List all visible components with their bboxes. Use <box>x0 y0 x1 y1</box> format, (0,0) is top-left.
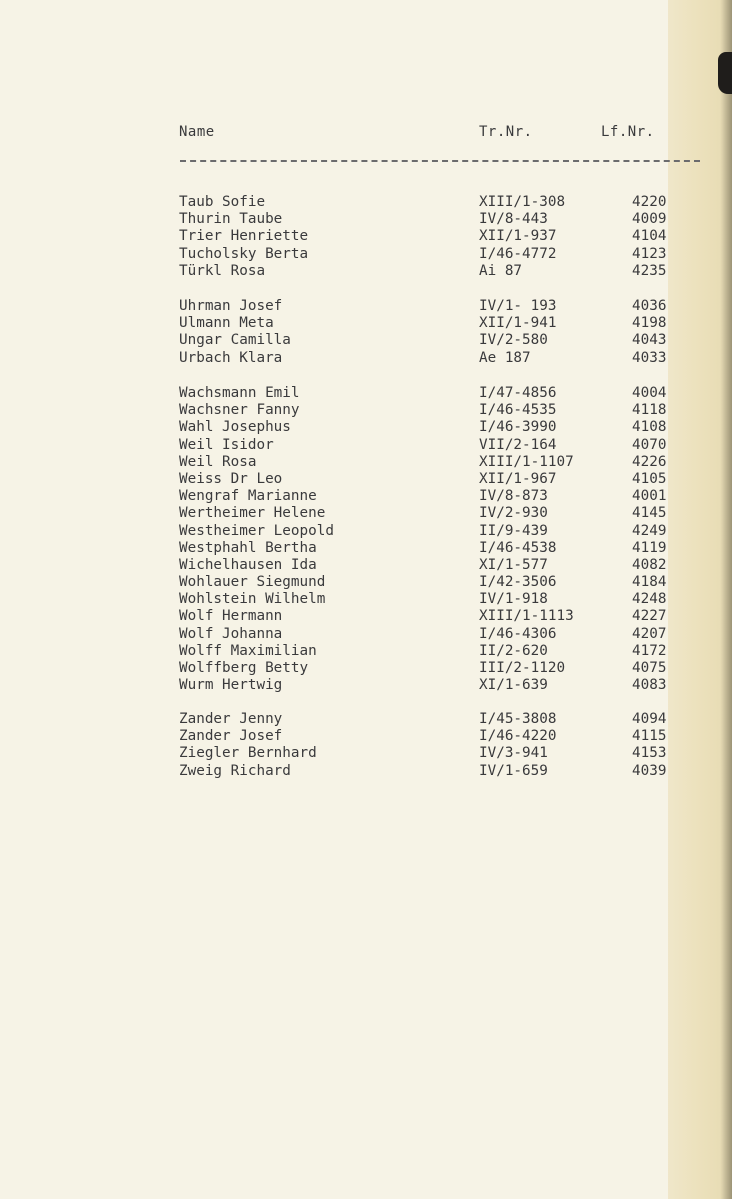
transport-number: I/46-3990 <box>479 419 557 436</box>
serial-number: 4123 <box>632 245 667 262</box>
person-name: Westheimer Leopold <box>179 522 334 539</box>
transport-number: I/46-4220 <box>479 728 557 745</box>
list-item <box>0 263 732 280</box>
list-item <box>0 574 732 591</box>
column-header-row <box>0 124 732 144</box>
serial-number: 4118 <box>632 402 667 419</box>
transport-number: XI/1-577 <box>479 556 548 573</box>
list-item <box>0 228 732 245</box>
person-name: Wohlstein Wilhelm <box>179 591 326 608</box>
person-name: Trier Henriette <box>179 228 309 245</box>
person-name: Wichelhausen Ida <box>179 556 317 573</box>
serial-number: 4082 <box>632 556 667 573</box>
serial-number: 4033 <box>632 349 667 366</box>
person-name: Ulmann Meta <box>179 315 274 332</box>
torn-edge-nick <box>718 52 732 94</box>
list-item <box>0 626 732 643</box>
transport-number: I/46-4535 <box>479 402 557 419</box>
serial-number: 4153 <box>632 745 667 762</box>
serial-number: 4094 <box>632 711 667 727</box>
transport-number: XIII/1-1113 <box>479 608 574 625</box>
person-name: Westphahl Bertha <box>179 539 317 556</box>
transport-number: IV/3-941 <box>479 745 548 762</box>
transport-number: XII/1-941 <box>479 315 557 332</box>
serial-number: 4227 <box>632 608 667 625</box>
group-z <box>0 711 732 780</box>
person-name: Wachsner Fanny <box>179 402 300 419</box>
list-item <box>0 711 732 728</box>
serial-number: 4009 <box>632 211 667 228</box>
person-name: Zander Josef <box>179 728 283 745</box>
transport-number: IV/8-873 <box>479 488 548 505</box>
transport-number: I/46-4538 <box>479 539 557 556</box>
list-item <box>0 745 732 762</box>
transport-number: Ae 187 <box>479 349 531 366</box>
person-name: Wolf Johanna <box>179 625 283 642</box>
transport-number: XIII/1-308 <box>479 194 566 210</box>
list-item <box>0 350 732 367</box>
list-item <box>0 591 732 608</box>
serial-number: 4043 <box>632 332 667 349</box>
transport-number: I/47-4856 <box>479 385 557 401</box>
transport-number: XIII/1-1107 <box>479 453 574 470</box>
list-item <box>0 315 732 332</box>
person-name: Urbach Klara <box>179 349 283 366</box>
list-item <box>0 488 732 505</box>
transport-number: XII/1-967 <box>479 470 557 487</box>
transport-number: IV/2-580 <box>479 332 548 349</box>
serial-number: 4249 <box>632 522 667 539</box>
transport-number: IV/2-930 <box>479 505 548 522</box>
person-name: Tucholsky Berta <box>179 245 309 262</box>
transport-number: I/46-4772 <box>479 245 557 262</box>
transport-number: I/45-3808 <box>479 711 557 727</box>
transport-number: Ai 87 <box>479 262 523 279</box>
list-item <box>0 643 732 660</box>
transport-number: XI/1-639 <box>479 677 548 694</box>
person-name: Türkl Rosa <box>179 262 266 279</box>
person-name: Wengraf Marianne <box>179 488 317 505</box>
list-item <box>0 454 732 471</box>
person-name: Taub Sofie <box>179 194 266 210</box>
list-item <box>0 471 732 488</box>
transport-number: IV/8-443 <box>479 211 548 228</box>
dashed-separator <box>180 160 700 162</box>
header-lf-nr: Lf.Nr. <box>601 124 655 140</box>
serial-number: 4115 <box>632 728 667 745</box>
list-item <box>0 728 732 745</box>
transport-number: II/9-439 <box>479 522 548 539</box>
person-name: Wurm Hertwig <box>179 677 283 694</box>
person-name: Ziegler Bernhard <box>179 745 317 762</box>
transport-number: IV/1- 193 <box>479 298 557 314</box>
list-item <box>0 194 732 211</box>
serial-number: 4108 <box>632 419 667 436</box>
transport-number: IV/1-918 <box>479 591 548 608</box>
group-u <box>0 298 732 367</box>
list-item <box>0 246 732 263</box>
list-item <box>0 332 732 349</box>
person-name: Zweig Richard <box>179 762 291 779</box>
serial-number: 4036 <box>632 298 667 314</box>
person-name: Ungar Camilla <box>179 332 291 349</box>
list-item <box>0 385 732 402</box>
serial-number: 4104 <box>632 228 667 245</box>
list-item <box>0 419 732 436</box>
person-name: Wachsmann Emil <box>179 385 300 401</box>
list-item <box>0 211 732 228</box>
transport-number: XII/1-937 <box>479 228 557 245</box>
transport-number: I/46-4306 <box>479 625 557 642</box>
list-item <box>0 557 732 574</box>
serial-number: 4070 <box>632 436 667 453</box>
serial-number: 4105 <box>632 470 667 487</box>
list-item <box>0 437 732 454</box>
serial-number: 4226 <box>632 453 667 470</box>
group-w <box>0 385 732 694</box>
person-name: Wohlauer Siegmund <box>179 574 326 591</box>
person-name: Thurin Taube <box>179 211 283 228</box>
serial-number: 4039 <box>632 762 667 779</box>
list-item <box>0 677 732 694</box>
serial-number: 4235 <box>632 262 667 279</box>
list-item <box>0 608 732 625</box>
transport-number: I/42-3506 <box>479 574 557 591</box>
list-item <box>0 505 732 522</box>
list-item <box>0 660 732 677</box>
list-item <box>0 763 732 780</box>
header-name: Name <box>179 124 215 140</box>
person-name: Wahl Josephus <box>179 419 291 436</box>
person-name: Weil Isidor <box>179 436 274 453</box>
serial-number: 4172 <box>632 642 667 659</box>
person-name: Wolf Hermann <box>179 608 283 625</box>
person-name: Weil Rosa <box>179 453 257 470</box>
serial-number: 4248 <box>632 591 667 608</box>
list-item <box>0 298 732 315</box>
serial-number: 4184 <box>632 574 667 591</box>
person-name: Uhrman Josef <box>179 298 283 314</box>
transport-number: II/2-620 <box>479 642 548 659</box>
list-item <box>0 540 732 557</box>
serial-number: 4119 <box>632 539 667 556</box>
person-name: Wertheimer Helene <box>179 505 326 522</box>
person-name: Zander Jenny <box>179 711 283 727</box>
header-tr-nr: Tr.Nr. <box>479 124 533 140</box>
serial-number: 4207 <box>632 625 667 642</box>
group-t <box>0 194 732 280</box>
serial-number: 4220 <box>632 194 667 210</box>
person-name: Wolffberg Betty <box>179 660 309 676</box>
person-name: Wolff Maximilian <box>179 642 317 659</box>
transport-number: III/2-1120 <box>479 660 566 676</box>
serial-number: 4001 <box>632 488 667 505</box>
serial-number: 4198 <box>632 315 667 332</box>
person-name: Weiss Dr Leo <box>179 470 283 487</box>
serial-number: 4004 <box>632 385 667 401</box>
transport-number: IV/1-659 <box>479 762 548 779</box>
serial-number: 4083 <box>632 677 667 694</box>
transport-number: VII/2-164 <box>479 436 557 453</box>
serial-number: 4145 <box>632 505 667 522</box>
serial-number: 4075 <box>632 660 667 676</box>
list-item <box>0 402 732 419</box>
list-item <box>0 523 732 540</box>
